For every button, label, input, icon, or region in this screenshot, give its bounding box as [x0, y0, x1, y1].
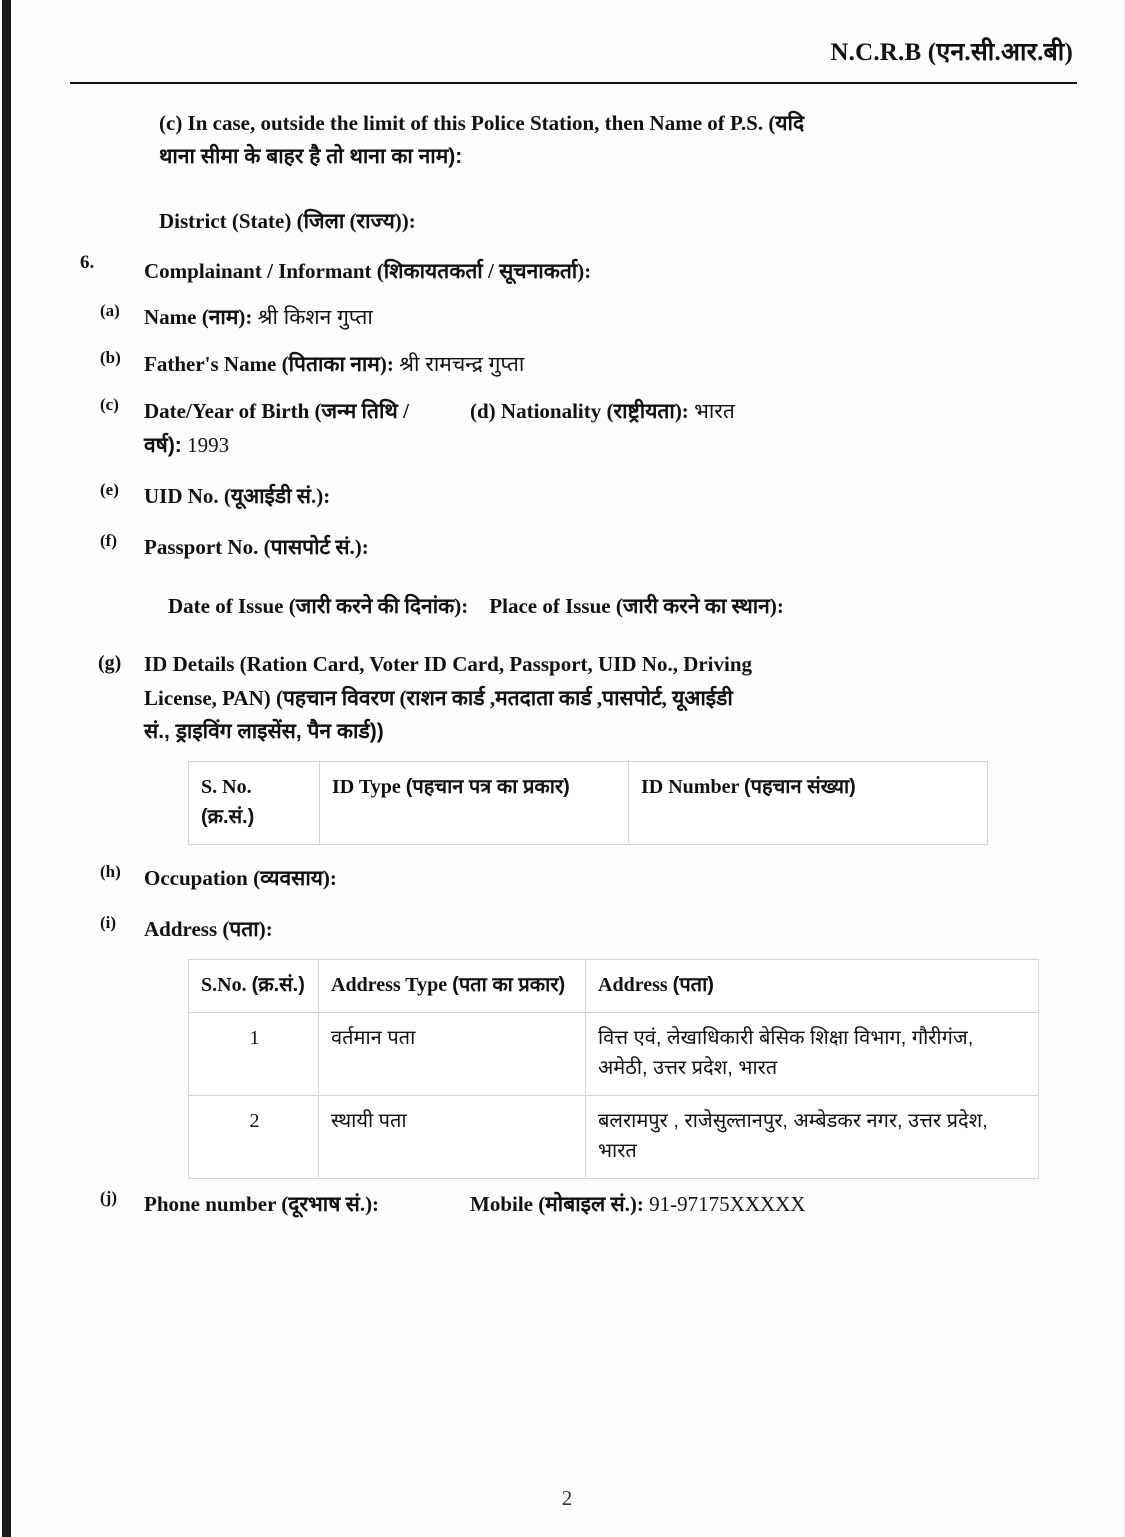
field-outside-ps [70, 106, 1077, 174]
field-occupation [70, 861, 1077, 896]
field-address [70, 912, 1077, 947]
field-id-details-line2: License, PAN) (पहचान विवरण (राशन कार्ड ,मतदाता कार्ड ,पासपोर्ट, यूआईडी [144, 686, 733, 711]
page-number: 2 [561, 1486, 573, 1510]
address-row-2-type: स्थायी पता [319, 1096, 586, 1179]
id-table-header-idnumber-hi: (पहचान संख्या) [743, 776, 856, 799]
field-mobile [470, 1187, 805, 1221]
field-name-label: Name (नाम): [144, 305, 253, 330]
field-mobile-label: Mobile (मोबाइल सं.): [470, 1192, 644, 1217]
id-details-table [188, 761, 988, 845]
id-table-header-sno-hi: (क्र.सं.) [201, 806, 255, 829]
field-passport-no-marker: (f) [100, 531, 117, 551]
address-table-header-address-hi: (पता) [672, 974, 714, 997]
field-dob-second-line [144, 428, 1077, 463]
field-district-state [70, 204, 1077, 238]
page-content [11, 0, 1123, 1537]
address-row-1-sno: 1 [189, 1013, 319, 1096]
id-table-header-sno [189, 762, 320, 845]
field-address-marker: (i) [100, 913, 117, 933]
field-mobile-value: 91-97175XXXXX [649, 1192, 806, 1217]
field-phone-number [70, 1187, 1077, 1221]
field-dob-value: 1993 [187, 433, 230, 458]
id-table-header-idtype-hi: (पहचान पत्र का प्रकार) [405, 776, 570, 799]
field-date-of-issue-label: Date of Issue (जारी करने की दिनांक): [168, 594, 469, 619]
field-id-details-marker: (g) [98, 652, 122, 675]
id-table-header-idnumber-en: ID Number [641, 776, 744, 799]
table-header-row [189, 762, 988, 845]
field-address-label: Address (पता): [144, 917, 273, 942]
address-row-2-sno: 2 [189, 1096, 319, 1179]
address-table [188, 959, 1039, 1179]
id-table-header-idtype-en: ID Type [332, 776, 406, 799]
field-district-state-label: District (State) (जिला (राज्य)): [159, 209, 416, 234]
field-outside-ps-line2: थाना सीमा के बाहर है तो थाना का नाम): [159, 145, 463, 169]
field-dob-label-line1: Date/Year of Birth (जन्म तिथि / [144, 399, 409, 424]
scan-edge-left [2, 0, 11, 1537]
address-table-header-sno-hi: (क्र.सं.) [251, 974, 305, 997]
field-passport-no-label: Passport No. (पासपोर्ट सं.): [144, 535, 369, 560]
field-fathers-name-value: श्री रामचन्द्र गुप्ता [399, 353, 525, 377]
section-6-marker: 6. [80, 252, 95, 274]
table-row [189, 1096, 1039, 1179]
id-table-header-sno-en: S. No. [201, 776, 252, 799]
address-table-header-address [586, 960, 1039, 1013]
field-name [70, 300, 1077, 335]
field-place-of-issue-label: Place of Issue (जारी करने का स्थान): [489, 594, 784, 619]
address-table-header-sno-en: S.No. [201, 974, 247, 997]
field-nationality [470, 394, 735, 429]
id-table-header-idnumber [629, 762, 988, 845]
field-dob-marker: (c) [100, 395, 119, 415]
header-title: N.C.R.B (एन.सी.आर.बी) [830, 39, 1073, 66]
form-body [11, 84, 1123, 1221]
address-table-header-type-hi: (पता का प्रकार) [452, 974, 566, 997]
field-occupation-label: Occupation (व्यवसाय): [144, 866, 337, 891]
table-header-row [189, 960, 1039, 1013]
field-fathers-name-label: Father's Name (पिताका नाम): [144, 352, 394, 377]
id-table-header-idtype [320, 762, 629, 845]
field-passport-no [70, 530, 1077, 565]
field-nationality-label: Nationality (राष्ट्रीयता): [500, 399, 689, 424]
address-table-header-type [319, 960, 586, 1013]
field-name-marker: (a) [100, 301, 120, 321]
field-phone-number-marker: (j) [100, 1188, 117, 1208]
field-id-details [70, 647, 1077, 749]
section-6-title: Complainant / Informant (शिकायतकर्ता / सूचनाकर्ता): [144, 259, 592, 284]
field-name-value: श्री किशन गुप्ता [257, 306, 373, 330]
field-issue-line [70, 589, 1077, 623]
address-table-header-type-en: Address Type [331, 974, 453, 997]
field-phone-number-label: Phone number (दूरभाष सं.): [144, 1192, 380, 1217]
field-outside-ps-line1: (c) In case, outside the limit of this Police Station, then Name of P.S. (यदि [159, 111, 805, 135]
field-nationality-marker: (d) [470, 399, 496, 424]
field-uid-no-label: UID No. (यूआईडी सं.): [144, 484, 331, 509]
field-dob-label-line2: वर्ष): [144, 434, 182, 458]
table-row [189, 1013, 1039, 1096]
address-row-2-address: बलरामपुर , राजेसुल्तानपुर, अम्बेडकर नगर, उत्तर प्रदेश, भारत [586, 1096, 1039, 1179]
field-fathers-name [70, 347, 1077, 382]
field-uid-no-marker: (e) [100, 480, 119, 500]
field-nationality-value: भारत [694, 400, 735, 424]
field-fathers-name-marker: (b) [100, 348, 121, 368]
field-dob-row [70, 394, 1077, 463]
field-occupation-marker: (h) [100, 862, 121, 882]
address-row-1-type: वर्तमान पता [319, 1013, 586, 1096]
field-uid-no [70, 479, 1077, 514]
field-id-details-line1: ID Details (Ration Card, Voter ID Card, Passport, UID No., Driving [144, 652, 753, 677]
address-table-header-sno [189, 960, 319, 1013]
address-table-header-address-en: Address [598, 974, 673, 997]
document-header [11, 0, 1123, 68]
section-6-complainant [70, 254, 1077, 288]
address-row-1-address: वित्त एवं, लेखाधिकारी बेसिक शिक्षा विभाग, गौरीगंज, अमेठी, उत्तर प्रदेश, भारत [586, 1013, 1039, 1096]
field-id-details-line3: सं., ड्राइविंग लाइसेंस, पैन कार्ड)) [144, 720, 384, 744]
